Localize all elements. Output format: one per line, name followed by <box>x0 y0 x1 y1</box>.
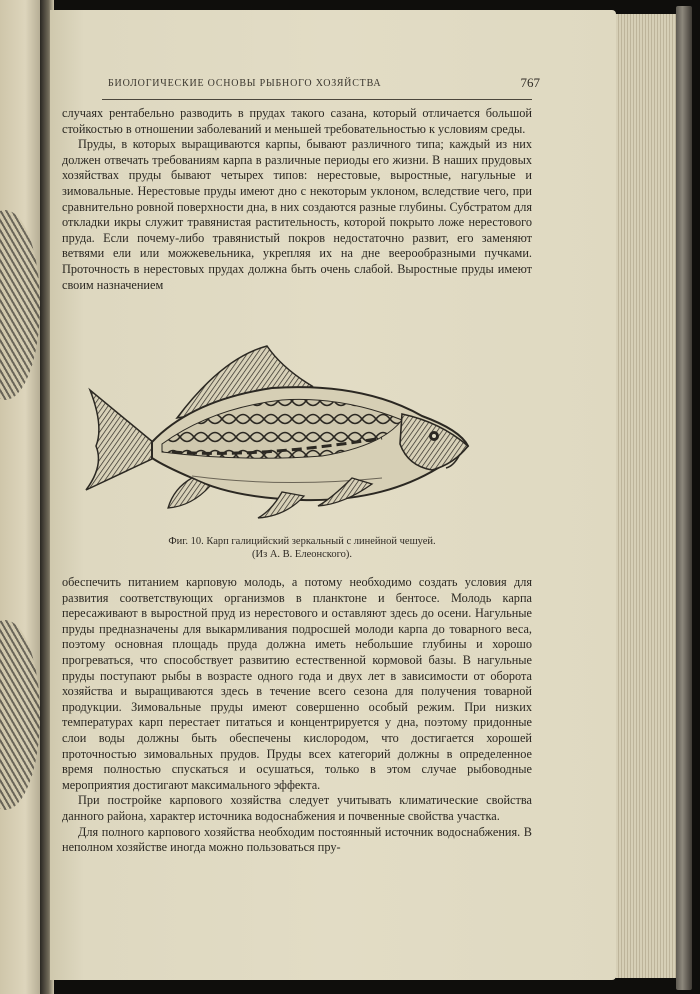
text-block-top <box>62 106 532 293</box>
page-number: 767 <box>520 75 540 90</box>
figure-caption <box>72 535 532 561</box>
book-cover-edge <box>676 6 692 990</box>
paragraph: Для полного карпового хозяйства необходим постоянный источник водоснабжения. В неполном хозяйстве иногда можно пользоваться пру- <box>62 824 532 855</box>
header-rule <box>102 99 532 100</box>
paragraph: Пруды, в которых выращиваются карпы, бывают различного типа; каждый из них должен отвечать требованиям карпа в различные периоды его жизни. В наших прудовых хозяйствах пруды бывают четырех типов: нерестовые, выростные, нагульные и зимовальные. Нерестовые пруды имеют дно с некоторым уклоном, вследствие чего, при сравнительно ровной поверхности дна, в них создаются разные глубины. Субстратом для откладки икры служит травянистая растительность, которой покрыто ложе нерестового пруда. Если почему-либо травянистый покров недостаточно развит, его заменяют ветвями ели или можжевельника, укрепляя их на дне веерообразными пучками. Проточность в нерестовых прудах должна быть очень слабой. Выростные пруды имеют своим назначением <box>62 137 532 292</box>
carp-illustration <box>82 338 482 528</box>
previous-page-illustration-fragment <box>0 210 40 400</box>
previous-page-illustration-fragment <box>0 620 40 810</box>
paragraph: обеспечить питанием карповую молодь, а потому необходимо создать условия для развития соответствующих организмов в планктоне и бентосе. Молодь карпа пересаживают в выростной пруд из нерестового и оставляют здесь до осени. Нагульные пруды предназначены для выкармливания подросшей молоди карпа до товарного веса, поэтому основная площадь пруда должна иметь небольшие глубины и хорошо прогреваться, что способствует развитию естественной кормовой базы. В нагульные пруды поступают рыбы в возрасте одного года и двух лет в зависимости от оборота хозяйства и выращиваются здесь в течение всего сезона для получения товарной продукции. Зимовальные пруды имеют совершенно особый режим. При низких температурах карп перестает питаться и концентрируется у дна, поэтому придонные слои воды должны быть обеспечены кислородом, что достигается хорошей проточностью зимовальных прудов. Пруды всех категорий должны в определенное время полностью спускаться и осушаться, только в этом случае рыбоводные мероприятия достигают максимального эффекта. <box>62 575 532 792</box>
paragraph: При постройке карпового хозяйства следует учитывать климатические свойства данного района, характер источника водоснабжения и почвенные свойства участка. <box>62 793 532 823</box>
figure-caption-source: (Из А. В. Елеонского). <box>251 549 353 560</box>
figure-caption-title: Фиг. 10. Карп галицийский зеркальный с линейной чешуей. <box>168 536 436 547</box>
paragraph: случаях рентабельно разводить в прудах такого сазана, который отличается большой стойкостью в отношении заболеваний и меньшей требовательностью к условиям среды. <box>62 106 532 136</box>
running-head: БИОЛОГИЧЕСКИЕ ОСНОВЫ РЫБНОГО ХОЗЯЙСТВА <box>108 78 382 89</box>
page-block-edges <box>612 14 680 978</box>
text-block-bottom <box>62 575 532 856</box>
